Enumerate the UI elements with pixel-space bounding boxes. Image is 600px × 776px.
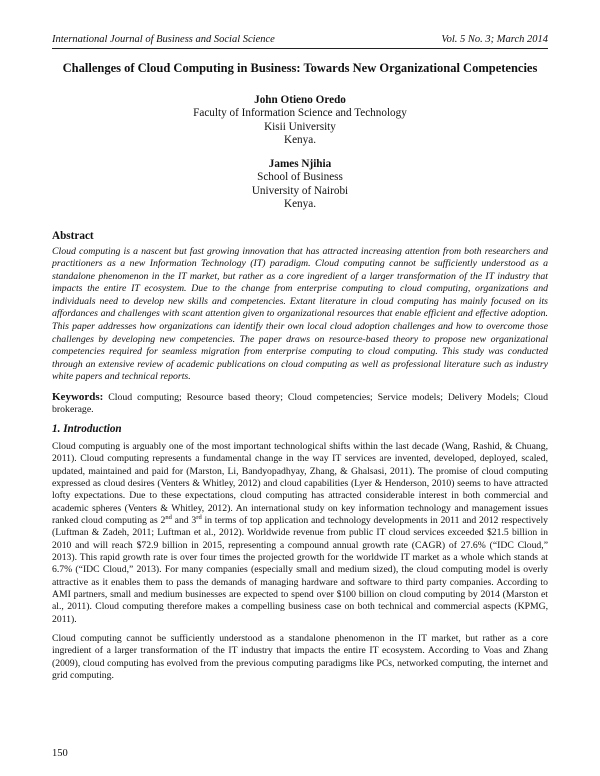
introduction-heading: 1. Introduction: [52, 422, 122, 435]
author-affiliation-line: University of Nairobi: [251, 184, 349, 197]
intro-p1-text-a: Cloud computing is arguably one of the most important technological shifts within the last decade (Wang, Rashid, & Chuang, 2011). Cloud computing represents a fundamental change in the way IT services are invented, developed, deployed, scaled, updated, maintained and paid for (Marston, Li, Bandyopadhyay, Zhang, & Ghalsasi, 2011). The promise of cloud computing expressed as cloud desires (Venters & Whitley, 2012) and cloud capabilities (Lyer & Henderson, 2010) seems to have attracted lofty expectations. Due to these expectations, cloud computing has attracted considerable interest in both commercial and academic spheres (Venters & Whitley, 2012). An international study on key information technology and management issues ranked cloud computing as 2: [52, 440, 548, 526]
intro-paragraph-1: [52, 441, 548, 626]
abstract-heading: Abstract: [52, 229, 94, 242]
author-name: John Otieno Oredo: [254, 93, 346, 106]
superscript-nd: nd: [165, 513, 172, 521]
issue-info: Vol. 5 No. 3; March 2014: [441, 34, 548, 45]
header-rule: [52, 48, 548, 49]
keywords: [52, 391, 548, 417]
intro-p1-text-b: and 3: [171, 514, 197, 526]
keywords-label: Keywords:: [52, 391, 104, 404]
intro-paragraph-2: Cloud computing cannot be sufficiently understood as a standalone phenomenon in the IT market, but rather as a core ingredient of a larger transformation of the IT industry that impacts the entire IT ecosystem. According to Voas and Zhang (2009), cloud computing has evolved from the previous computing paradigms like PCs, networked computing, the internet and grid computing.: [52, 633, 548, 682]
running-header: [52, 34, 548, 46]
author-affiliation-line: Kenya.: [284, 198, 316, 210]
abstract-text: Cloud computing is a nascent but fast growing innovation that has attracted increasing attention from both researchers and practitioners as a new Information Technology (IT) paradigm. Cloud computing cannot be sufficiently understood as a standalone phenomenon in the IT market, but rather as a core ingredient of a larger transformation of the IT industry that impacts the entire IT ecosystem. Due to the change from enterprise computing to cloud computing, organizations and individuals need to develop new skills and competencies. Extant literature in cloud computing has mainly focused on its affordances and challenges with scant attention given to organizational resources that enable efficient and effective adoption. This paper addresses how organizations can identify their own local cloud adoption challenges and how to overcome those challenges by developing new competencies. The paper draws on resource-based theory to propose new organizational competencies required for seamless migration from enterprise computing to cloud computing. This study was conducted through an extensive review of academic publications on cloud computing as well as professional literature such as industry white papers and technical reports.: [52, 245, 548, 383]
author-block-1: [52, 94, 548, 148]
author-affiliation-line: Faculty of Information Science and Technology: [193, 107, 407, 119]
page-number: 150: [52, 748, 68, 759]
keywords-text: Cloud computing; Resource based theory; Cloud competencies; Service models; Delivery Models; Cloud brokerage.: [52, 392, 548, 416]
author-affiliation-line: Kenya.: [284, 134, 316, 146]
paper-title: Challenges of Cloud Computing in Business: Towards New Organizational Competencies: [62, 61, 538, 75]
author-name: James Njihia: [268, 157, 332, 170]
author-affiliation-line: Kisii University: [264, 120, 336, 133]
author-affiliation-line: School of Business: [257, 171, 343, 183]
journal-name: International Journal of Business and Social Science: [52, 34, 275, 45]
article-body: [52, 61, 548, 682]
superscript-rd: rd: [196, 513, 202, 521]
author-block-2: [52, 158, 548, 212]
intro-p1-text-c: in terms of top application and technology developments in 2011 and 2012 respectively (Luftman & Zadeh, 2011; Luftman et al., 2012). Worldwide revenue from public IT cloud services exceeded $21.5 billion in 2010 and will reach $72.9 billion in 2015, representing a compound annual growth rate (CAGR) of 27.6% (“IDC Cloud,” 2013). This rapid growth rate is over four times the projected growth for the worldwide IT market as a whole which stands at 6.7% (“IDC Cloud,” 2013). For many companies (especially small and medium sized), the cloud computing model is overly attractive as it enables them to pass the demands of managing hardware and software to third party companies. According to AMI partners, small and medium businesses are expected to spend over $100 billion on cloud computing by 2014 (Marston et al., 2011). Cloud computing therefore makes a compelling business case on both technical and commercial aspects (KPMG, 2011).: [52, 514, 548, 625]
